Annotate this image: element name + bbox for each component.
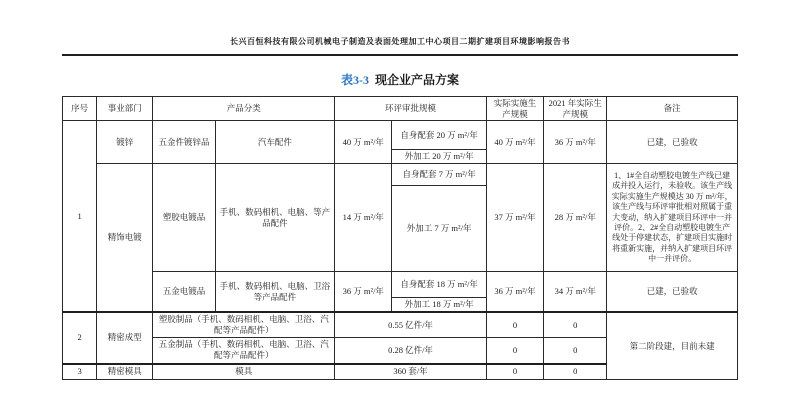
cell-r2-actual: 37 万 m²/年 [486, 164, 543, 272]
cell-r6-dept: 精密模具 [97, 364, 153, 380]
cell-r1-eia-total: 40 万 m²/年 [335, 121, 392, 164]
cell-r1-eia-out: 外加工 20 万 m²/年 [392, 150, 486, 164]
table-row [63, 272, 738, 298]
table-number: 表3-3 [340, 73, 369, 87]
cell-r3-eia-self: 自身配套 18 万 m²/年 [392, 272, 486, 298]
cell-r3-eia-out: 外加工 18 万 m²/年 [392, 298, 486, 313]
cell-r1-cat2: 汽车配件 [215, 121, 335, 164]
cell-r5-2021: 0 [544, 338, 607, 364]
cell-r1-2021: 36 万 m²/年 [544, 121, 607, 164]
header-category: 产品分类 [153, 97, 335, 121]
cell-r1-cat1: 五金件镀锌品 [153, 121, 215, 164]
product-plan-table [62, 96, 738, 380]
cell-r1-seq: 1 [63, 121, 97, 313]
cell-r1-remark: 已建，已验收 [607, 121, 738, 164]
cell-r6-seq: 3 [63, 364, 97, 380]
cell-r4-dept: 精密成型 [97, 312, 153, 363]
document-header-title: 长兴百恒科技有限公司机械电子制造及表面处理加工中心项目二期扩建项目环境影响报告书 [230, 37, 570, 46]
cell-r2-eia-out: 外加工 7 万 m²/年 [392, 186, 486, 272]
table-row [63, 164, 738, 186]
table-header-row [63, 97, 738, 121]
cell-r2-eia-total: 14 万 m²/年 [335, 164, 392, 272]
table-row [63, 312, 738, 338]
cell-r3-2021: 34 万 m²/年 [544, 272, 607, 313]
cell-r4-cat: 塑胶制品（手机、数码相机、电脑、卫浴、汽配等产品配件） [153, 312, 335, 338]
cell-r4-2021: 0 [544, 312, 607, 338]
cell-r2-2021: 28 万 m²/年 [544, 164, 607, 272]
cell-r3-cat2: 手机、数码相机、电脑、卫浴等产品配件 [215, 272, 335, 313]
cell-r3-remark: 已建，已验收 [607, 272, 738, 313]
cell-r2-eia-self: 自身配套 7 万 m²/年 [392, 164, 486, 186]
header-2021-scale: 2021 年实际生产规模 [544, 97, 607, 121]
cell-r6-2021: 0 [544, 364, 607, 380]
cell-r2-cat2: 手机、数码相机、电脑、等产品配件 [215, 164, 335, 272]
cell-r2-dept: 精饰电镀 [97, 164, 153, 313]
cell-r1-dept: 镀锌 [97, 121, 153, 164]
document-header [62, 36, 738, 56]
table-title-text: 现企业产品方案 [374, 73, 459, 87]
cell-r5-eia: 0.28 亿件/年 [335, 338, 487, 364]
cell-r5-actual: 0 [486, 338, 543, 364]
header-remark: 备注 [607, 97, 738, 121]
cell-r4-eia: 0.55 亿件/年 [335, 312, 487, 338]
cell-r4-seq: 2 [63, 312, 97, 363]
cell-r3-actual: 36 万 m²/年 [486, 272, 543, 313]
cell-r5-cat: 五金制品（手机、数码相机、电脑、卫浴、汽配等产品配件） [153, 338, 335, 364]
cell-r1-eia-self: 自身配套 20 万 m²/年 [392, 121, 486, 150]
cell-r4-actual: 0 [486, 312, 543, 338]
cell-r2-cat1: 塑胶电镀品 [153, 164, 215, 272]
cell-r6-eia: 360 套/年 [335, 364, 487, 380]
cell-r2-remark: 1、1#全自动塑胶电镀生产线已建成并投入运行，未验收。该生产线实际实施生产规模达 30 万 m²/年，该生产线与环评审批相对照属于重大变动，纳入扩建项目环评中一并评价。2、2#全自动塑胶电镀生产线处于停建状态，扩建项目实施时将重新实施，并纳入扩建项目环评中一并评价。 [607, 164, 738, 272]
header-actual-scale: 实际实施生产规模 [486, 97, 543, 121]
header-dept: 事业部门 [97, 97, 153, 121]
header-eia-scale: 环评审批规模 [335, 97, 487, 121]
cell-r1-actual: 40 万 m²/年 [486, 121, 543, 164]
header-seq: 序号 [63, 97, 97, 121]
cell-r3-cat1: 五金电镀品 [153, 272, 215, 313]
cell-r3-eia-total: 36 万 m²/年 [335, 272, 392, 313]
table-title [0, 71, 800, 88]
cell-r6-actual: 0 [486, 364, 543, 380]
table-row [63, 121, 738, 150]
cell-r6-cat: 模具 [153, 364, 335, 380]
cell-r4-remark: 第二阶段建，目前未建 [607, 312, 738, 379]
